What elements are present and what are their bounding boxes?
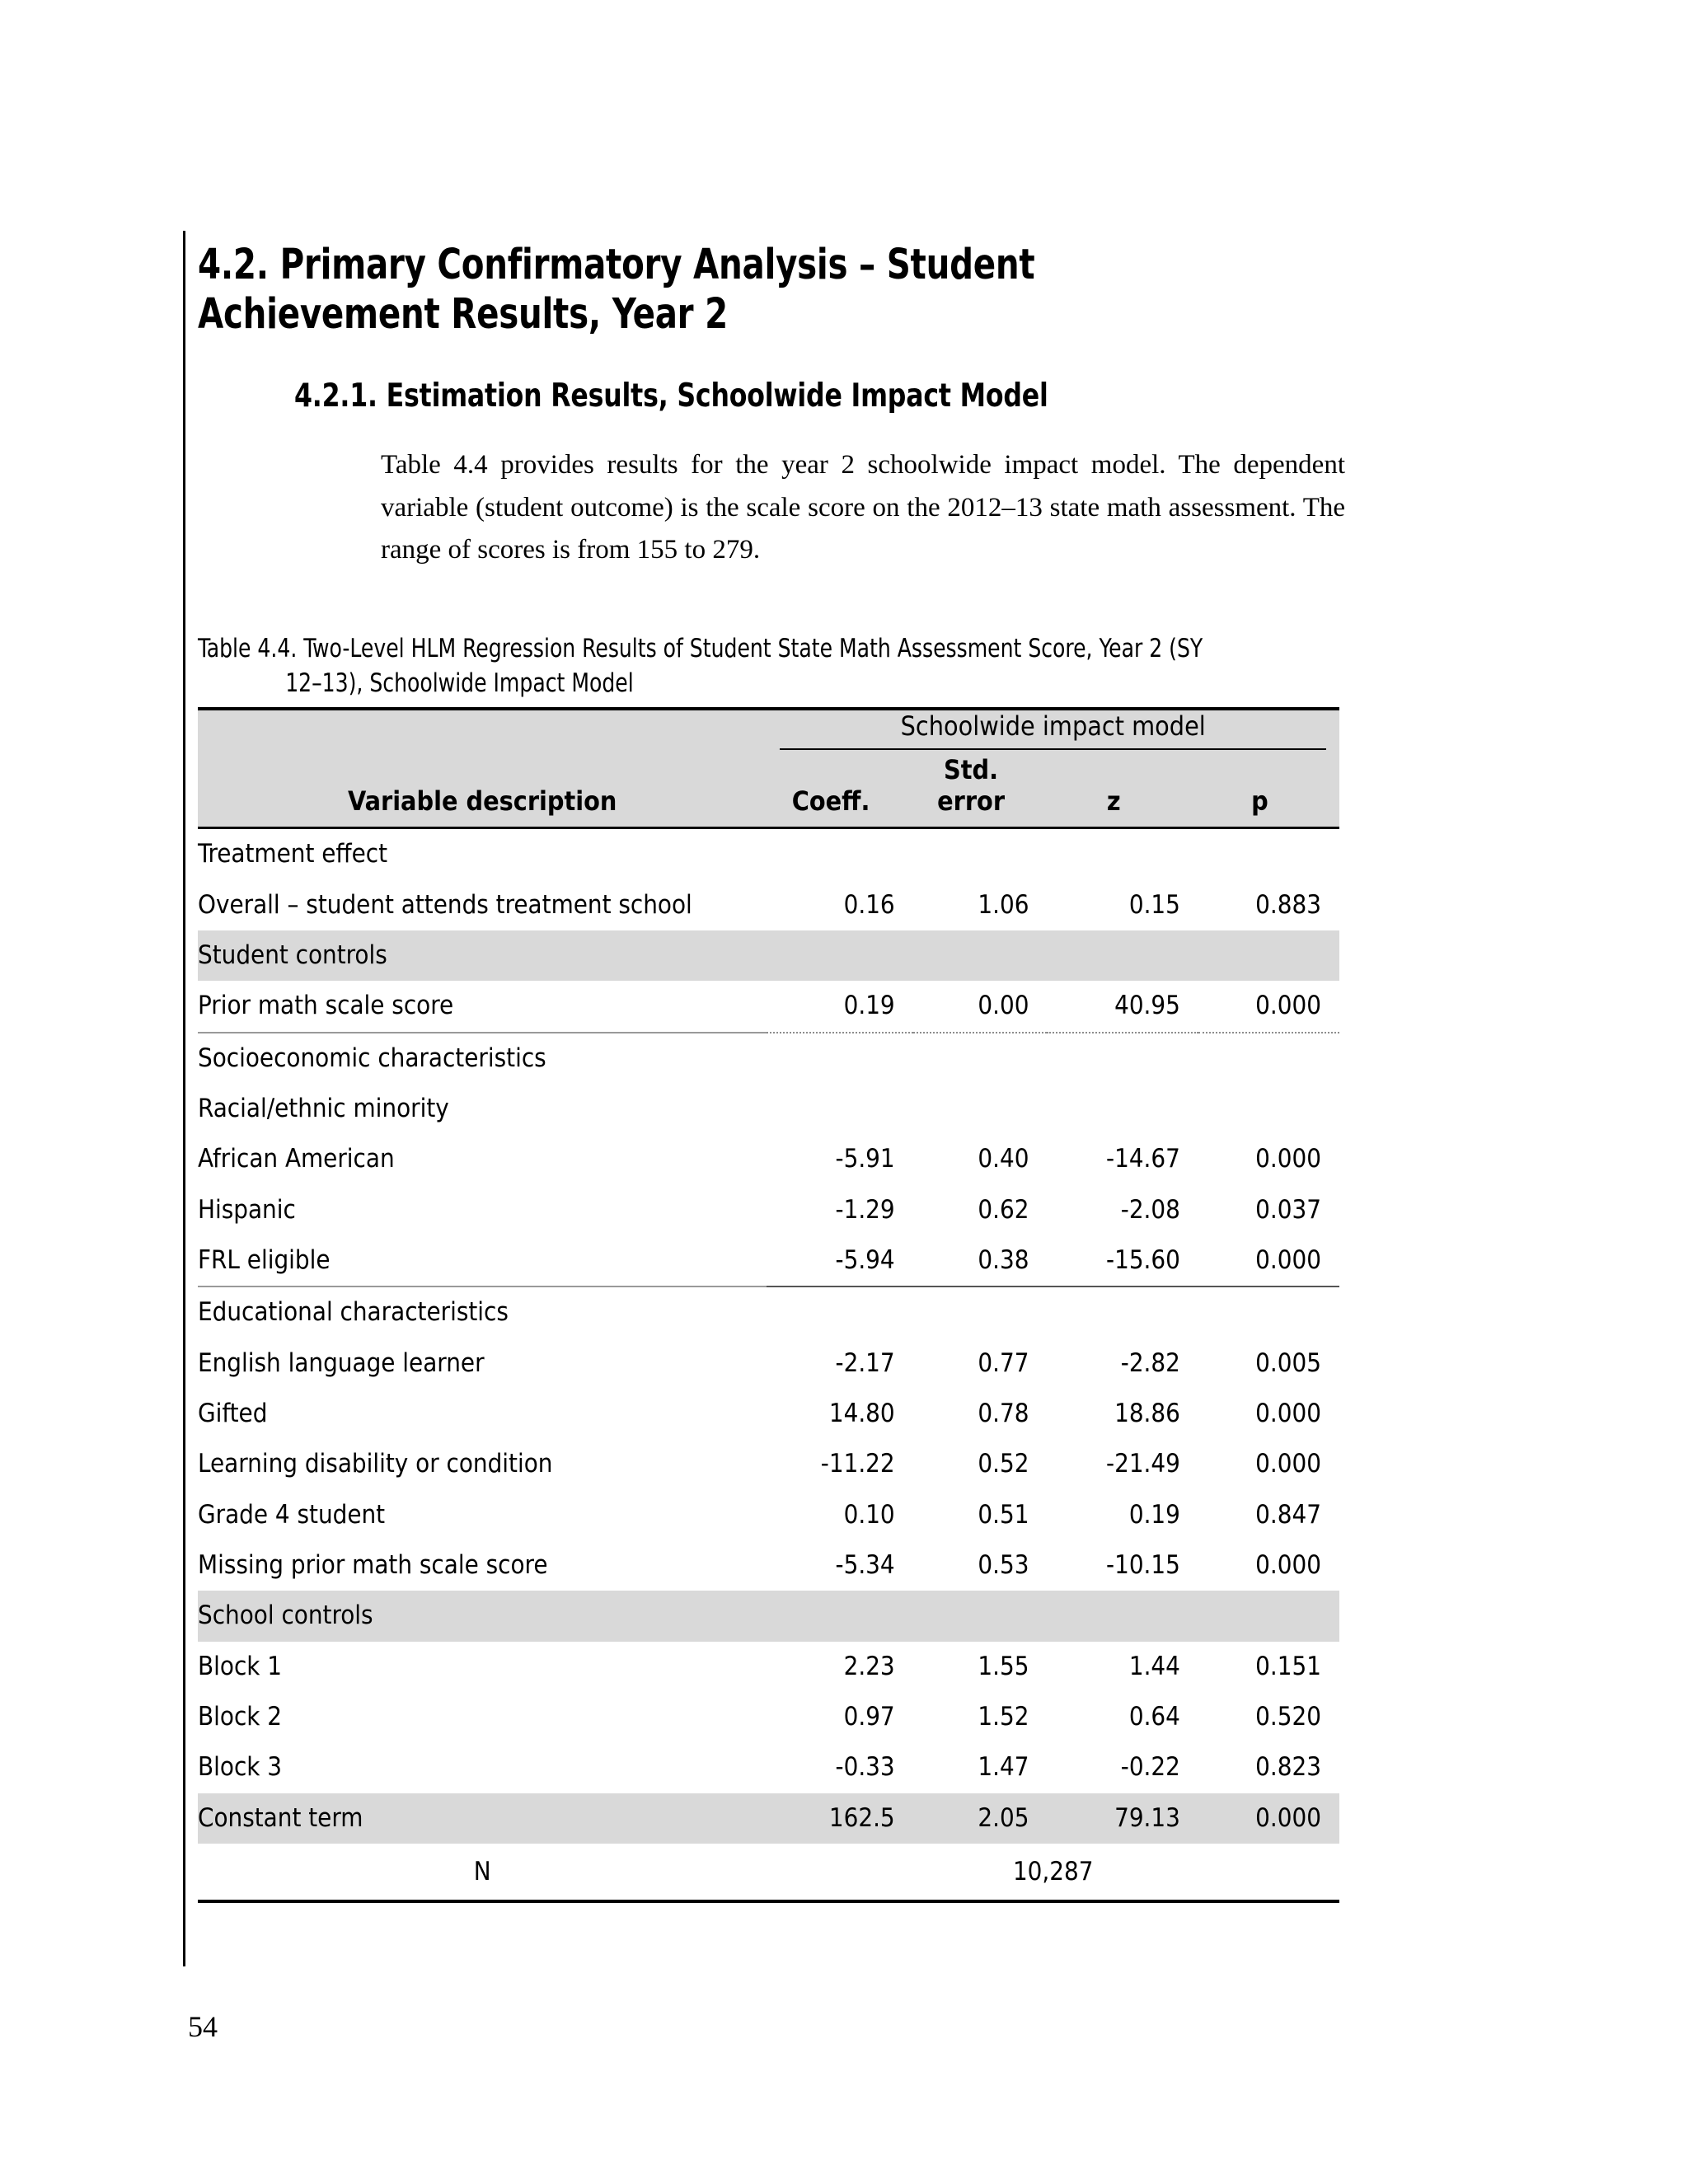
row-std-error (913, 829, 1048, 879)
row-std-error: 1.47 (978, 1752, 1029, 1783)
row-z (1047, 1033, 1198, 1084)
table-column-header-row (198, 750, 1339, 828)
span-header-blank (198, 710, 767, 750)
table-span-header-row (198, 710, 1339, 750)
row-coeff: 14.80 (828, 1398, 895, 1428)
row-label: Treatment effect (198, 839, 388, 869)
table-row (198, 1185, 1339, 1235)
column-header-z: z (1047, 750, 1198, 828)
row-coeff (767, 1591, 912, 1641)
row-coeff: -1.29 (835, 1194, 895, 1225)
row-z (1047, 1591, 1198, 1641)
row-z: -21.49 (1106, 1449, 1180, 1479)
regression-results-table (198, 707, 1339, 1903)
row-std-error: 1.55 (978, 1651, 1029, 1681)
column-header-std-error-line2: error (937, 785, 1006, 817)
table-row (198, 1439, 1339, 1489)
row-z (1047, 930, 1198, 981)
table-n-row (198, 1844, 1339, 1901)
row-std-error: 0.62 (978, 1194, 1029, 1225)
row-p: 0.000 (1198, 1793, 1339, 1844)
table-row (198, 1793, 1339, 1844)
row-label: School controls (198, 1591, 767, 1641)
row-z (1047, 1084, 1198, 1134)
row-p: 0.847 (1255, 1499, 1321, 1530)
span-header-label: Schoolwide impact model (780, 710, 1326, 750)
table-caption-line2: 12–13), Schoolwide Impact Model (285, 668, 634, 698)
page-number: 54 (188, 2010, 218, 2043)
row-label: Gifted (198, 1398, 268, 1428)
row-p (1198, 930, 1339, 981)
row-coeff: -2.17 (835, 1347, 895, 1378)
left-margin-rule (183, 231, 185, 1966)
row-coeff: 2.23 (843, 1651, 895, 1681)
row-coeff: 0.19 (843, 991, 895, 1021)
row-z: 0.19 (1128, 1499, 1180, 1530)
row-p: 0.883 (1255, 889, 1321, 920)
section-heading: 4.2. Primary Confirmatory Analysis – Student Achievement Results, Year 2 (198, 241, 1035, 340)
row-coeff (767, 829, 912, 879)
table-row (198, 1591, 1339, 1641)
row-z: -15.60 (1106, 1244, 1180, 1275)
row-label: Constant term (198, 1793, 767, 1844)
column-header-p: p (1198, 750, 1339, 828)
row-std-error: 1.52 (978, 1701, 1029, 1732)
column-header-variable: Variable description (198, 750, 767, 828)
row-label: Student controls (198, 930, 767, 981)
row-coeff: -5.94 (835, 1244, 895, 1275)
row-coeff: 162.5 (767, 1793, 912, 1844)
table-row (198, 1490, 1339, 1540)
row-z (1047, 829, 1198, 879)
row-p: 0.000 (1255, 1549, 1321, 1580)
row-p: 0.000 (1255, 1449, 1321, 1479)
row-coeff: -5.34 (835, 1549, 895, 1580)
column-header-std-error (913, 750, 1048, 828)
row-coeff: -5.91 (835, 1144, 895, 1174)
row-std-error (913, 930, 1048, 981)
row-std-error: 0.78 (978, 1398, 1029, 1428)
row-std-error: 0.77 (978, 1347, 1029, 1378)
n-value: 10,287 (1012, 1856, 1094, 1886)
row-p: 0.000 (1255, 1144, 1321, 1174)
row-std-error: 1.06 (978, 889, 1029, 920)
row-p: 0.151 (1255, 1651, 1321, 1681)
row-label: Grade 4 student (198, 1499, 386, 1530)
row-std-error: 0.00 (978, 991, 1029, 1021)
table-row (198, 930, 1339, 981)
row-p: 0.000 (1255, 1244, 1321, 1275)
row-std-error (913, 1033, 1048, 1084)
row-p: 0.823 (1255, 1752, 1321, 1783)
row-p (1198, 1287, 1339, 1338)
table-row (198, 1389, 1339, 1439)
row-z: 0.15 (1128, 889, 1180, 920)
row-p (1198, 1591, 1339, 1641)
row-label: Prior math scale score (198, 991, 454, 1021)
table-row (198, 1692, 1339, 1742)
table-bottom-rule (198, 1901, 1339, 1903)
table-row (198, 1084, 1339, 1134)
table-row (198, 880, 1339, 930)
row-z: -2.82 (1120, 1347, 1180, 1378)
table-row (198, 1287, 1339, 1338)
row-p (1198, 829, 1339, 879)
row-z: 79.13 (1047, 1793, 1198, 1844)
row-std-error: 0.40 (978, 1144, 1029, 1174)
row-label: Learning disability or condition (198, 1449, 553, 1479)
row-label: Block 3 (198, 1752, 283, 1783)
row-std-error: 2.05 (913, 1793, 1048, 1844)
row-std-error (913, 1084, 1048, 1134)
row-std-error: 0.52 (978, 1449, 1029, 1479)
column-header-coeff: Coeff. (767, 750, 912, 828)
row-p (1198, 1033, 1339, 1084)
row-label: African American (198, 1144, 395, 1174)
row-label: English language learner (198, 1347, 485, 1378)
row-p: 0.520 (1255, 1701, 1321, 1732)
table-row (198, 1540, 1339, 1591)
row-label: Overall – student attends treatment school (198, 889, 692, 920)
body-paragraph: Table 4.4 provides results for the year 2 schoolwide impact model. The dependent variable (student outcome) is the scale score on the 2012–13 state math assessment. The range of scores is from 155 to 279. (381, 450, 1345, 565)
row-p (1198, 1084, 1339, 1134)
row-std-error: 0.51 (978, 1499, 1029, 1530)
table-row (198, 1642, 1339, 1692)
row-std-error (913, 1287, 1048, 1338)
table-row (198, 829, 1339, 879)
row-coeff: 0.16 (843, 889, 895, 920)
row-z: 40.95 (1114, 991, 1180, 1021)
subsection-heading: 4.2.1. Estimation Results, Schoolwide Impact Model (294, 377, 1048, 415)
row-z: 1.44 (1128, 1651, 1180, 1681)
table-caption (198, 631, 1296, 701)
table-row (198, 1338, 1339, 1389)
span-header-schoolwide (767, 710, 1339, 750)
table-row (198, 1742, 1339, 1793)
row-z: -10.15 (1106, 1549, 1180, 1580)
row-coeff (767, 1287, 912, 1338)
row-coeff (767, 1033, 912, 1084)
row-z: -14.67 (1106, 1144, 1180, 1174)
row-z: 0.64 (1128, 1701, 1180, 1732)
n-label: N (473, 1856, 491, 1886)
row-std-error: 0.53 (978, 1549, 1029, 1580)
row-z: -2.08 (1120, 1194, 1180, 1225)
row-z: -0.22 (1120, 1752, 1180, 1783)
row-coeff: 0.97 (843, 1701, 895, 1732)
row-label: FRL eligible (198, 1244, 331, 1275)
row-label: Socioeconomic characteristics (198, 1043, 546, 1073)
row-label: Missing prior math scale score (198, 1549, 548, 1580)
table-row (198, 1033, 1339, 1084)
row-label: Racial/ethnic minority (198, 1094, 449, 1123)
row-p: 0.005 (1255, 1347, 1321, 1378)
row-label: Educational characteristics (198, 1297, 509, 1328)
row-coeff: 0.10 (843, 1499, 895, 1530)
row-z (1047, 1287, 1198, 1338)
table-caption-line1: Table 4.4. Two-Level HLM Regression Results of Student State Math Assessment Score, Year 2 (SY (198, 633, 1203, 663)
page-content (198, 241, 1352, 1903)
table-row (198, 1235, 1339, 1286)
row-label: Block 1 (198, 1651, 283, 1681)
row-std-error: 0.38 (978, 1244, 1029, 1275)
row-coeff (767, 1084, 912, 1134)
row-coeff: -11.22 (820, 1449, 895, 1479)
row-p: 0.000 (1255, 991, 1321, 1021)
row-p: 0.037 (1255, 1194, 1321, 1225)
row-std-error (913, 1591, 1048, 1641)
row-label: Block 2 (198, 1701, 283, 1732)
row-z: 18.86 (1114, 1398, 1180, 1428)
row-coeff (767, 930, 912, 981)
table-row (198, 981, 1339, 1032)
row-coeff: -0.33 (835, 1752, 895, 1783)
column-header-std-error-line1: Std. (944, 753, 999, 785)
table-row (198, 1134, 1339, 1184)
row-label: Hispanic (198, 1194, 296, 1225)
row-p: 0.000 (1255, 1398, 1321, 1428)
